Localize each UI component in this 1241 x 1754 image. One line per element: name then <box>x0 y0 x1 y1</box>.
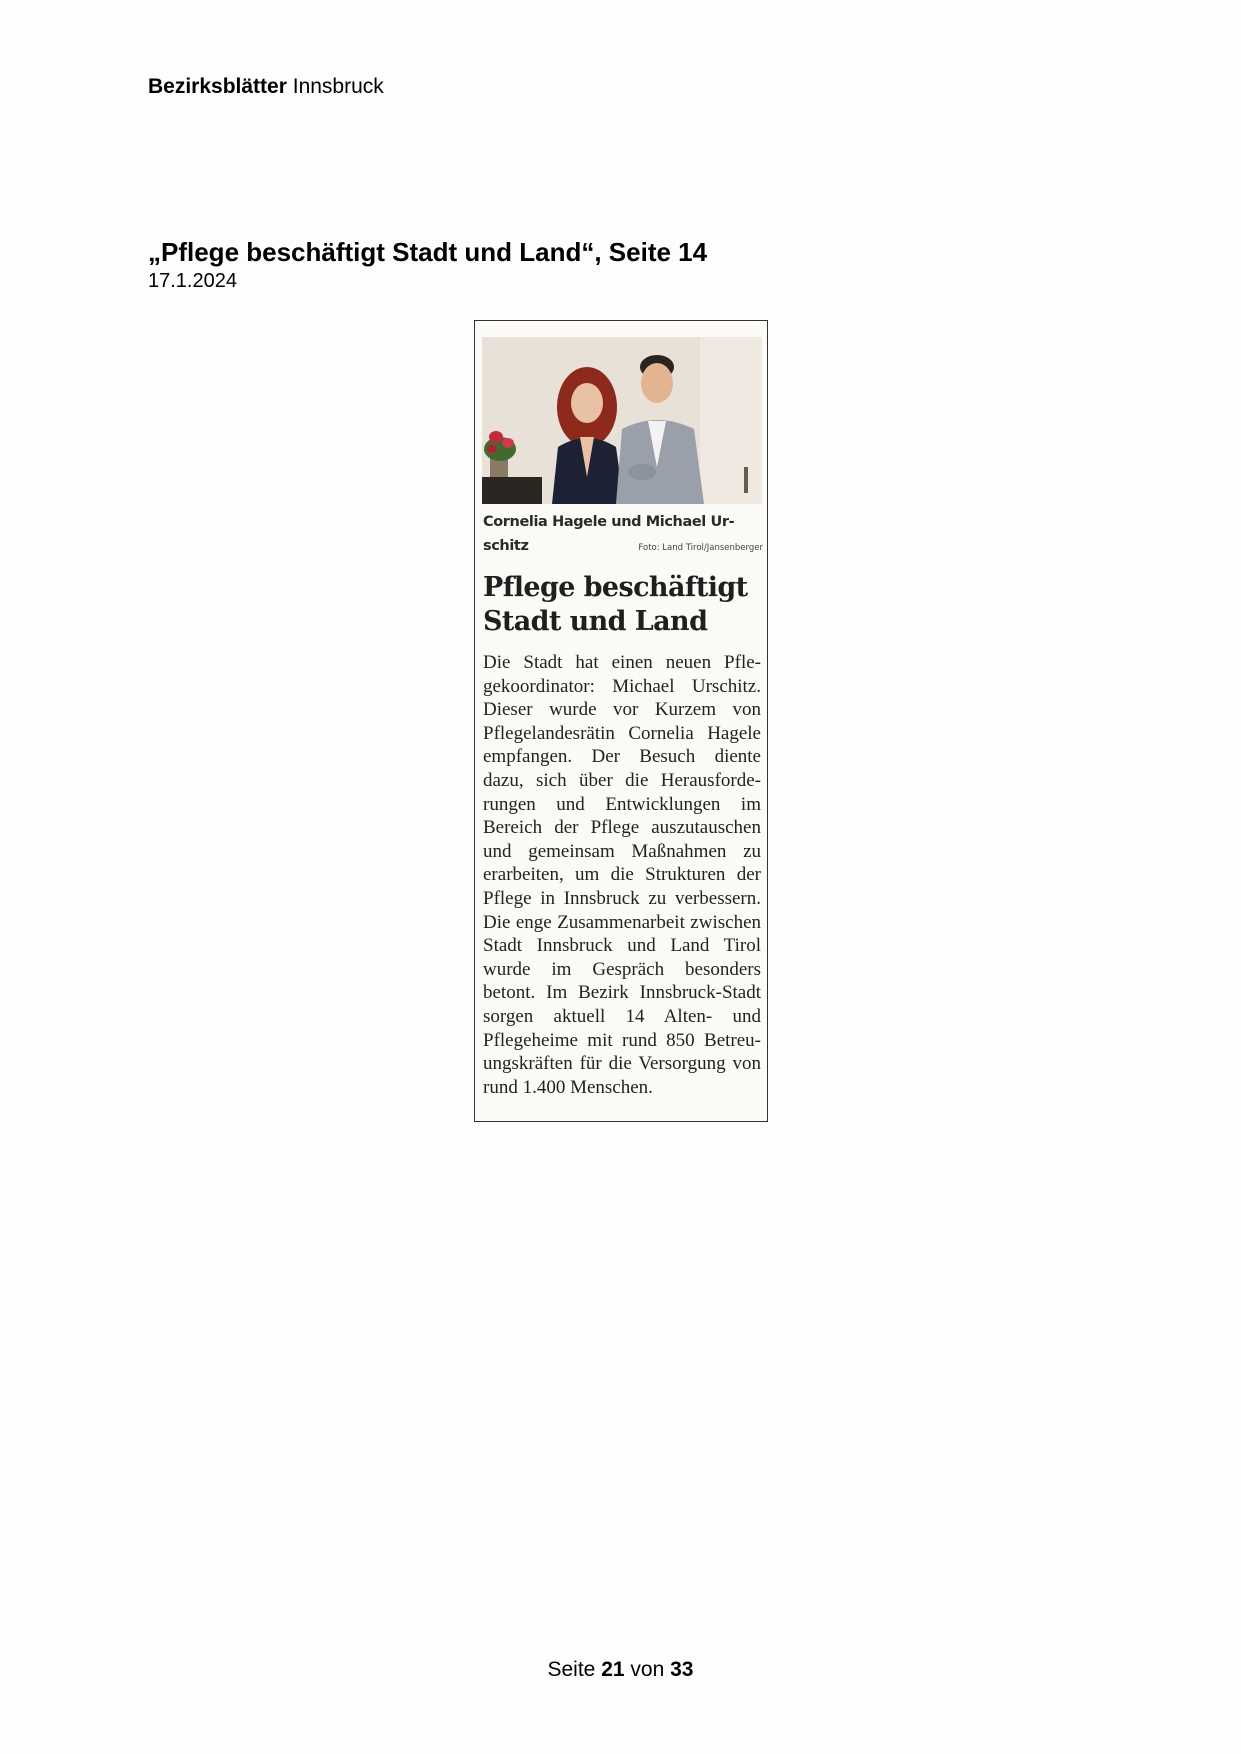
article-photo <box>482 337 762 504</box>
article-date: 17.1.2024 <box>148 270 237 292</box>
footer-prefix: Seite <box>547 1658 596 1681</box>
newspaper-clipping <box>474 320 768 1122</box>
article-headline <box>483 571 763 639</box>
headline-line-2: Stadt und Land <box>483 606 708 637</box>
publication-edition: Innsbruck <box>292 75 384 98</box>
caption-line-2: schitz <box>483 538 529 554</box>
footer-middle: von <box>630 1658 665 1681</box>
publication-header <box>148 74 384 100</box>
publication-name: Bezirksblätter <box>148 75 287 98</box>
caption-line-1: Cornelia Hagele und Michael Ur- <box>483 514 735 530</box>
article-body: Die Stadt hat einen neuen Pflegekoordinator: Michael Urschitz. Dieser wurde vor Kurzem von Pflegelandesrätin Cornelia Hagele empfangen. Der Besuch diente dazu, sich über die Herausforderungen und Entwicklungen im Bereich der Pflege auszutauschen und gemeinsam Maßnahmen zu erarbeiten, um die Strukturen der Pflege in Innsbruck zu verbessern. Die enge Zusammenarbeit zwischen Stadt Innsbruck und Land Tirol wurde im Gespräch besonders betont. Im Bezirk Innsbruck-Stadt sorgen aktuell 14 Alten- und Pflegeheime mit rund 850 Betreuungskräften für die Versorgung von rund 1.400 Menschen. <box>483 652 761 1098</box>
photo-caption <box>483 510 763 560</box>
current-page-number: 21 <box>601 1658 625 1681</box>
headline-line-1: Pflege beschäftigt <box>483 572 748 603</box>
total-page-count: 33 <box>670 1658 694 1681</box>
page-number-footer <box>0 1657 1241 1683</box>
photo-credit: Foto: Land Tirol/Jansenberger <box>638 543 763 553</box>
article-reference-title: „Pflege beschäftigt Stadt und Land“, Seite 14 <box>148 237 708 267</box>
